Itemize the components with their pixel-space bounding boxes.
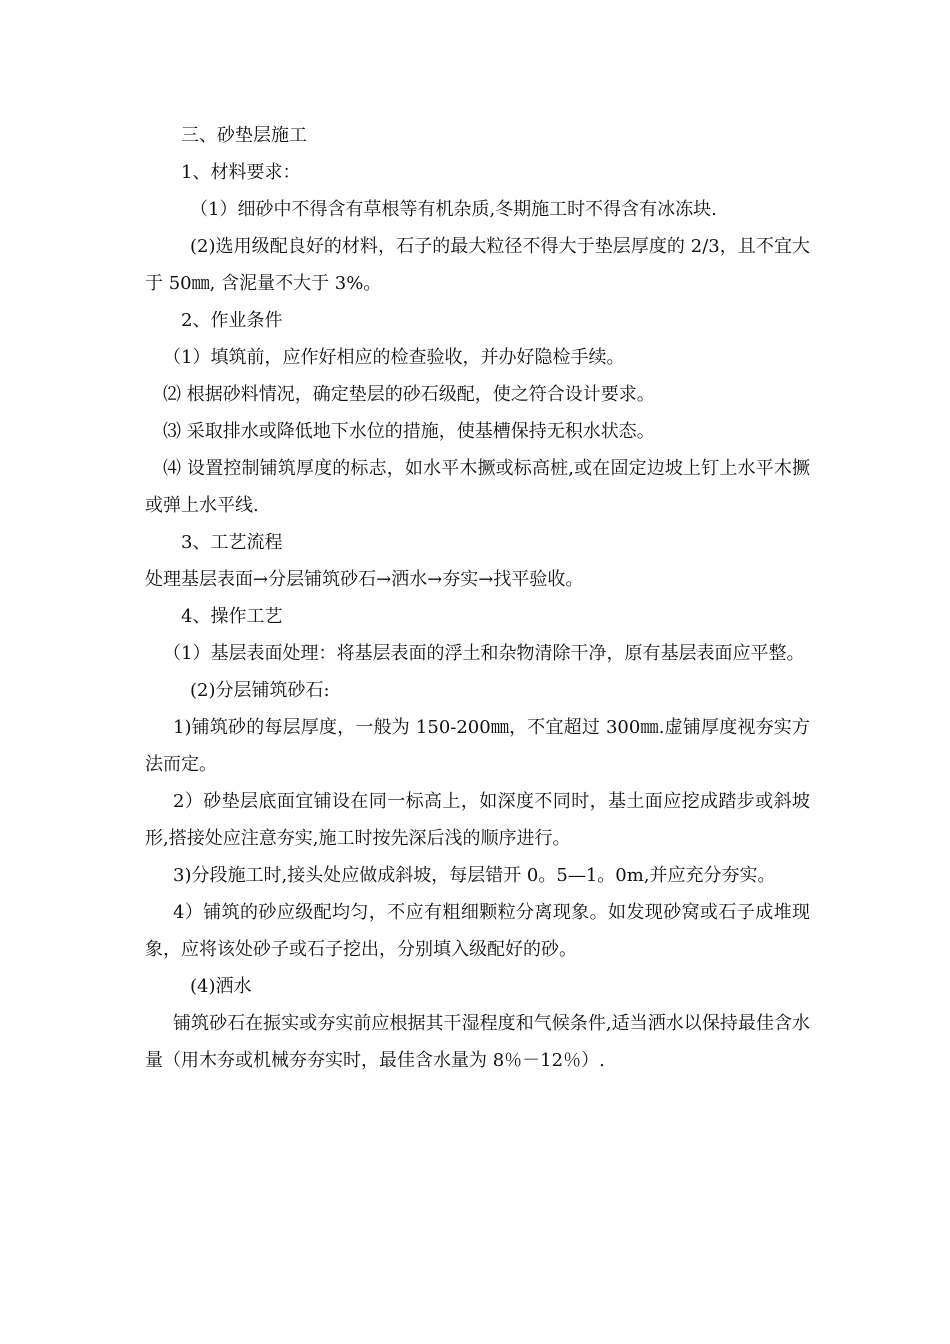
paragraph: 4）铺筑的砂应级配均匀，不应有粗细颗粒分离现象。如发现砂窝或石子成堆现象，应将该处砂子或石子挖出，分别填入级配好的砂。 [145, 902, 810, 960]
paragraph: 2、作业条件 [181, 310, 283, 331]
paragraph: ⑶ 采取排水或降低地下水位的措施，使基槽保持无积水状态。 [163, 421, 655, 442]
paragraph: 3)分段施工时,接头处应做成斜坡，每层错开 0。5—1。0m,并应充分夯实。 [173, 865, 776, 886]
paragraph: (2)选用级配良好的材料，石子的最大粒径不得大于垫层厚度的 2/3，且不宜大于 50㎜, 含泥量不大于 3%。 [145, 236, 810, 294]
paragraph: ⑵ 根据砂料情况，确定垫层的砂石级配，使之符合设计要求。 [163, 384, 655, 405]
paragraph: 4、操作工艺 [181, 606, 283, 627]
paragraph: 处理基层表面→分层铺筑砂石→洒水→夯实→找平验收。 [145, 569, 584, 590]
paragraph: 2）砂垫层底面宜铺设在同一标高上，如深度不同时，基土面应挖成踏步或斜坡形,搭接处应注意夯实,施工时按先深后浅的顺序进行。 [145, 791, 810, 849]
paragraph: 1)铺筑砂的每层厚度，一般为 150-200㎜，不宜超过 300㎜.虚铺厚度视夯实方法而定。 [145, 717, 810, 775]
paragraph: 铺筑砂石在振实或夯实前应根据其干湿程度和气候条件,适当洒水以保持最佳含水量（用木夯或机械夯夯实时，最佳含水量为 8％－12％）. [145, 1013, 810, 1071]
paragraph: （1）填筑前，应作好相应的检查验收，并办好隐检手续。 [163, 347, 625, 368]
paragraph: (4)洒水 [190, 976, 252, 997]
paragraph: (2)分层铺筑砂石: [190, 680, 330, 701]
paragraph: （1）基层表面处理：将基层表面的浮土和杂物清除干净，原有基层表面应平整。 [163, 643, 805, 664]
paragraph: 三、砂垫层施工 [181, 125, 307, 146]
paragraph: ⑷ 设置控制铺筑厚度的标志，如水平木撅或标高桩,或在固定边坡上钉上水平木撅或弹上水平线. [145, 458, 810, 516]
paragraph: 3、工艺流程 [181, 532, 283, 553]
paragraph: 1、材料要求： [181, 162, 301, 183]
paragraph: （1）细砂中不得含有草根等有机杂质,冬期施工时不得含有冰冻块. [190, 199, 717, 220]
document-body [145, 117, 810, 1079]
